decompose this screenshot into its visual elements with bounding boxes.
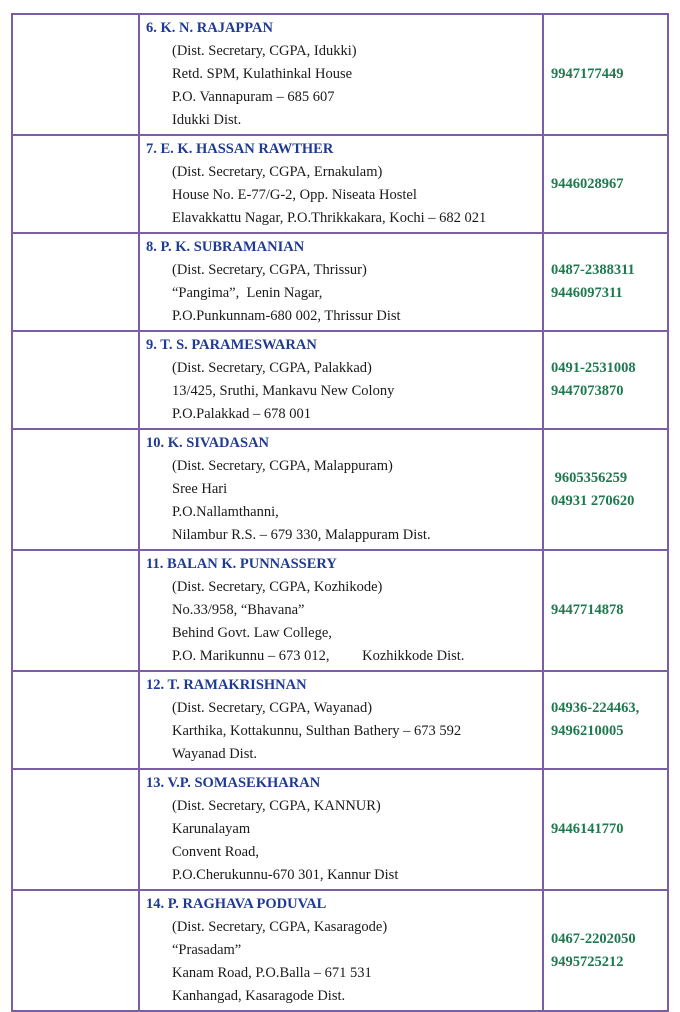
empty-cell bbox=[12, 135, 139, 233]
phone-cell bbox=[543, 429, 668, 550]
phone-number: 9947177449 bbox=[550, 66, 624, 82]
address-cell bbox=[139, 331, 543, 429]
phone-number: 9605356259 bbox=[550, 469, 628, 486]
secretary-name: 14. P. RAGHAVA PODUVAL bbox=[146, 896, 327, 912]
empty-cell bbox=[12, 331, 139, 429]
address-line: Karthika, Kottakunnu, Sulthan Bathery – 673 592 bbox=[172, 723, 462, 739]
table-row bbox=[12, 550, 668, 671]
table-row bbox=[12, 233, 668, 331]
address-cell bbox=[139, 14, 543, 135]
empty-cell bbox=[12, 14, 139, 135]
table-row bbox=[12, 769, 668, 890]
address-line: (Dist. Secretary, CGPA, Thrissur) bbox=[172, 262, 367, 278]
address-cell bbox=[139, 135, 543, 233]
address-line: Behind Govt. Law College, bbox=[172, 625, 332, 641]
phone-number: 9495725212 bbox=[550, 953, 624, 970]
address-line: Sree Hari bbox=[172, 481, 228, 497]
address-line: (Dist. Secretary, CGPA, Kasaragode) bbox=[172, 919, 388, 935]
secretary-name: 9. T. S. PARAMESWARAN bbox=[146, 337, 317, 353]
address-line: (Dist. Secretary, CGPA, Palakkad) bbox=[172, 360, 372, 376]
table-body bbox=[12, 14, 668, 1011]
address-line: Nilambur R.S. – 679 330, Malappuram Dist. bbox=[172, 527, 431, 543]
address-line: (Dist. Secretary, CGPA, Wayanad) bbox=[172, 700, 373, 716]
address-line: (Dist. Secretary, CGPA, Malappuram) bbox=[172, 458, 393, 474]
address-line: Wayanad Dist. bbox=[172, 746, 258, 762]
address-line: Retd. SPM, Kulathinkal House bbox=[172, 66, 353, 82]
table-row bbox=[12, 331, 668, 429]
address-line: (Dist. Secretary, CGPA, KANNUR) bbox=[172, 798, 381, 814]
address-line: (Dist. Secretary, CGPA, Kozhikode) bbox=[172, 579, 383, 595]
address-line: No.33/958, “Bhavana” bbox=[172, 602, 305, 618]
secretary-directory-table bbox=[11, 13, 669, 1012]
address-cell bbox=[139, 671, 543, 769]
address-cell bbox=[139, 890, 543, 1011]
phone-number: 04931 270620 bbox=[550, 492, 635, 509]
phone-number: 9447714878 bbox=[550, 602, 624, 618]
address-cell bbox=[139, 233, 543, 331]
address-cell bbox=[139, 550, 543, 671]
phone-cell bbox=[543, 331, 668, 429]
phone-number: 04936-224463, bbox=[550, 700, 640, 716]
address-line: P.O. Vannapuram – 685 607 bbox=[172, 89, 335, 105]
phone-cell bbox=[543, 890, 668, 1011]
empty-cell bbox=[12, 550, 139, 671]
secretary-name: 11. BALAN K. PUNNASSERY bbox=[146, 556, 337, 572]
address-line: P.O.Cherukunnu-670 301, Kannur Dist bbox=[172, 867, 399, 883]
address-line: Idukki Dist. bbox=[172, 112, 242, 128]
phone-number: 0487-2388311 bbox=[550, 262, 635, 278]
secretary-name: 12. T. RAMAKRISHNAN bbox=[146, 677, 307, 693]
address-cell bbox=[139, 769, 543, 890]
secretary-name: 8. P. K. SUBRAMANIAN bbox=[146, 239, 305, 255]
phone-number: 9446141770 bbox=[550, 821, 624, 837]
address-line: Elavakkattu Nagar, P.O.Thrikkakara, Kochi – 682 021 bbox=[172, 210, 487, 226]
address-line: Karunalayam bbox=[172, 821, 251, 837]
address-cell bbox=[139, 429, 543, 550]
phone-cell bbox=[543, 135, 668, 233]
phone-number: 9446028967 bbox=[550, 175, 624, 192]
address-line: (Dist. Secretary, CGPA, Ernakulam) bbox=[172, 164, 383, 180]
secretary-name: 7. E. K. HASSAN RAWTHER bbox=[146, 141, 334, 157]
table-row bbox=[12, 671, 668, 769]
empty-cell bbox=[12, 233, 139, 331]
phone-number: 9496210005 bbox=[550, 723, 624, 739]
address-line: 13/425, Sruthi, Mankavu New Colony bbox=[172, 383, 395, 399]
address-line: Convent Road, bbox=[172, 844, 259, 860]
table-row bbox=[12, 14, 668, 135]
empty-cell bbox=[12, 671, 139, 769]
phone-cell bbox=[543, 14, 668, 135]
address-line: “Pangima”, Lenin Nagar, bbox=[172, 285, 323, 301]
address-line: (Dist. Secretary, CGPA, Idukki) bbox=[172, 43, 357, 59]
table-row bbox=[12, 890, 668, 1011]
address-line: Kanhangad, Kasaragode Dist. bbox=[172, 988, 346, 1004]
secretary-name: 6. K. N. RAJAPPAN bbox=[146, 20, 273, 36]
secretary-name: 13. V.P. SOMASEKHARAN bbox=[146, 775, 321, 791]
address-line: P.O.Punkunnam-680 002, Thrissur Dist bbox=[172, 308, 401, 324]
phone-cell bbox=[543, 550, 668, 671]
empty-cell bbox=[12, 429, 139, 550]
address-line: P.O. Marikunnu – 673 012, Kozhikkode Dist. bbox=[172, 648, 465, 664]
phone-cell bbox=[543, 769, 668, 890]
secretary-name: 10. K. SIVADASAN bbox=[146, 435, 270, 451]
address-line: P.O.Palakkad – 678 001 bbox=[172, 406, 311, 422]
phone-number: 9446097311 bbox=[550, 285, 623, 301]
address-line: P.O.Nallamthanni, bbox=[172, 504, 279, 520]
table-row bbox=[12, 135, 668, 233]
phone-cell bbox=[543, 671, 668, 769]
phone-number: 0467-2202050 bbox=[550, 930, 636, 947]
empty-cell bbox=[12, 890, 139, 1011]
phone-number: 9447073870 bbox=[550, 383, 624, 399]
empty-cell bbox=[12, 769, 139, 890]
phone-cell bbox=[543, 233, 668, 331]
address-line: House No. E-77/G-2, Opp. Niseata Hostel bbox=[172, 187, 417, 203]
address-line: “Prasadam” bbox=[172, 942, 242, 958]
phone-number: 0491-2531008 bbox=[550, 360, 636, 376]
table-row bbox=[12, 429, 668, 550]
address-line: Kanam Road, P.O.Balla – 671 531 bbox=[172, 965, 372, 981]
